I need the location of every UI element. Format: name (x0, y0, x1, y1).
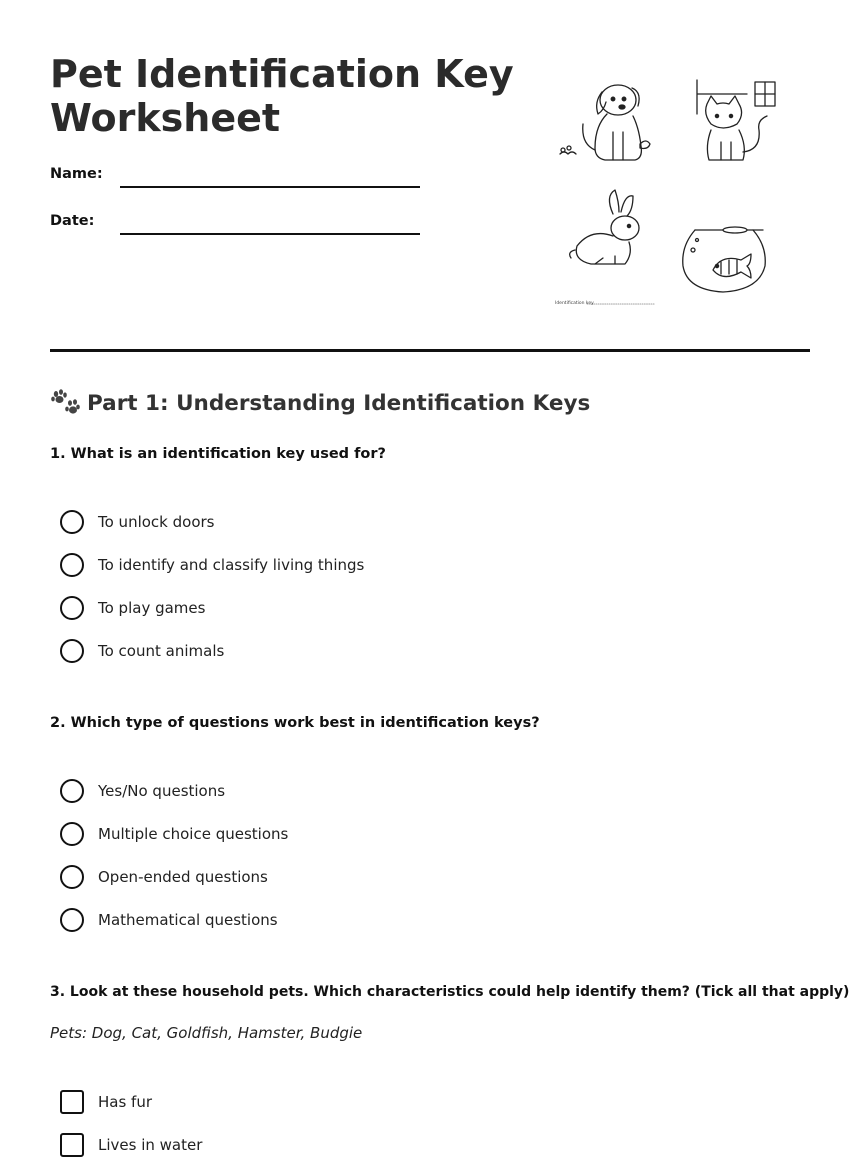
radio-button[interactable] (60, 510, 84, 534)
option-label: Has fur (98, 1093, 153, 1111)
question-3-option-1[interactable] (60, 1089, 152, 1115)
header-divider (50, 349, 810, 352)
section-1-title-text: Part 1: Understanding Identification Keys (87, 390, 591, 416)
paw-prints-icon (50, 388, 80, 418)
radio-button[interactable] (60, 596, 84, 620)
name-field[interactable] (120, 186, 420, 188)
option-label: Multiple choice questions (98, 825, 289, 843)
goldfish-bowl-icon (683, 227, 766, 292)
checkbox[interactable] (60, 1133, 84, 1157)
question-1: 1. What is an identification key used for? (50, 446, 386, 462)
page-title: Pet Identification Key Worksheet (50, 52, 514, 140)
option-label: Mathematical questions (98, 911, 278, 929)
question-2: 2. Which type of questions work best in identification keys? (50, 715, 540, 731)
question-2-option-2[interactable] (60, 821, 288, 847)
option-label: To identify and classify living things (98, 556, 365, 574)
date-label: Date: (50, 213, 95, 229)
option-label: Yes/No questions (98, 782, 226, 800)
date-field[interactable] (120, 233, 420, 235)
section-1-title (50, 388, 590, 418)
question-1-option-2[interactable] (60, 552, 364, 578)
option-label: To unlock doors (98, 513, 215, 531)
checkbox[interactable] (60, 1090, 84, 1114)
question-3-option-2[interactable] (60, 1132, 202, 1158)
pet-illustrations (555, 72, 785, 312)
question-1-option-4[interactable] (60, 638, 224, 664)
radio-button[interactable] (60, 553, 84, 577)
radio-button[interactable] (60, 779, 84, 803)
radio-button[interactable] (60, 639, 84, 663)
option-label: To play games (98, 599, 206, 617)
question-1-option-1[interactable] (60, 509, 214, 535)
question-2-option-3[interactable] (60, 864, 268, 890)
option-label: To count animals (98, 642, 225, 660)
dog-icon (560, 85, 650, 160)
radio-button[interactable] (60, 908, 84, 932)
question-2-option-4[interactable] (60, 907, 278, 933)
option-label: Lives in water (98, 1136, 203, 1154)
question-1-option-3[interactable] (60, 595, 205, 621)
pets-note: Pets: Dog, Cat, Goldfish, Hamster, Budgie (50, 1024, 363, 1042)
rabbit-icon (570, 190, 639, 264)
radio-button[interactable] (60, 822, 84, 846)
option-label: Open-ended questions (98, 868, 268, 886)
question-3: 3. Look at these household pets. Which characteristics could help identify them? (Tick all that apply) (50, 984, 850, 1000)
name-label: Name: (50, 166, 103, 182)
cat-icon (697, 80, 775, 160)
radio-button[interactable] (60, 865, 84, 889)
illustration-caption: Identification key (555, 301, 594, 306)
question-2-option-1[interactable] (60, 778, 225, 804)
